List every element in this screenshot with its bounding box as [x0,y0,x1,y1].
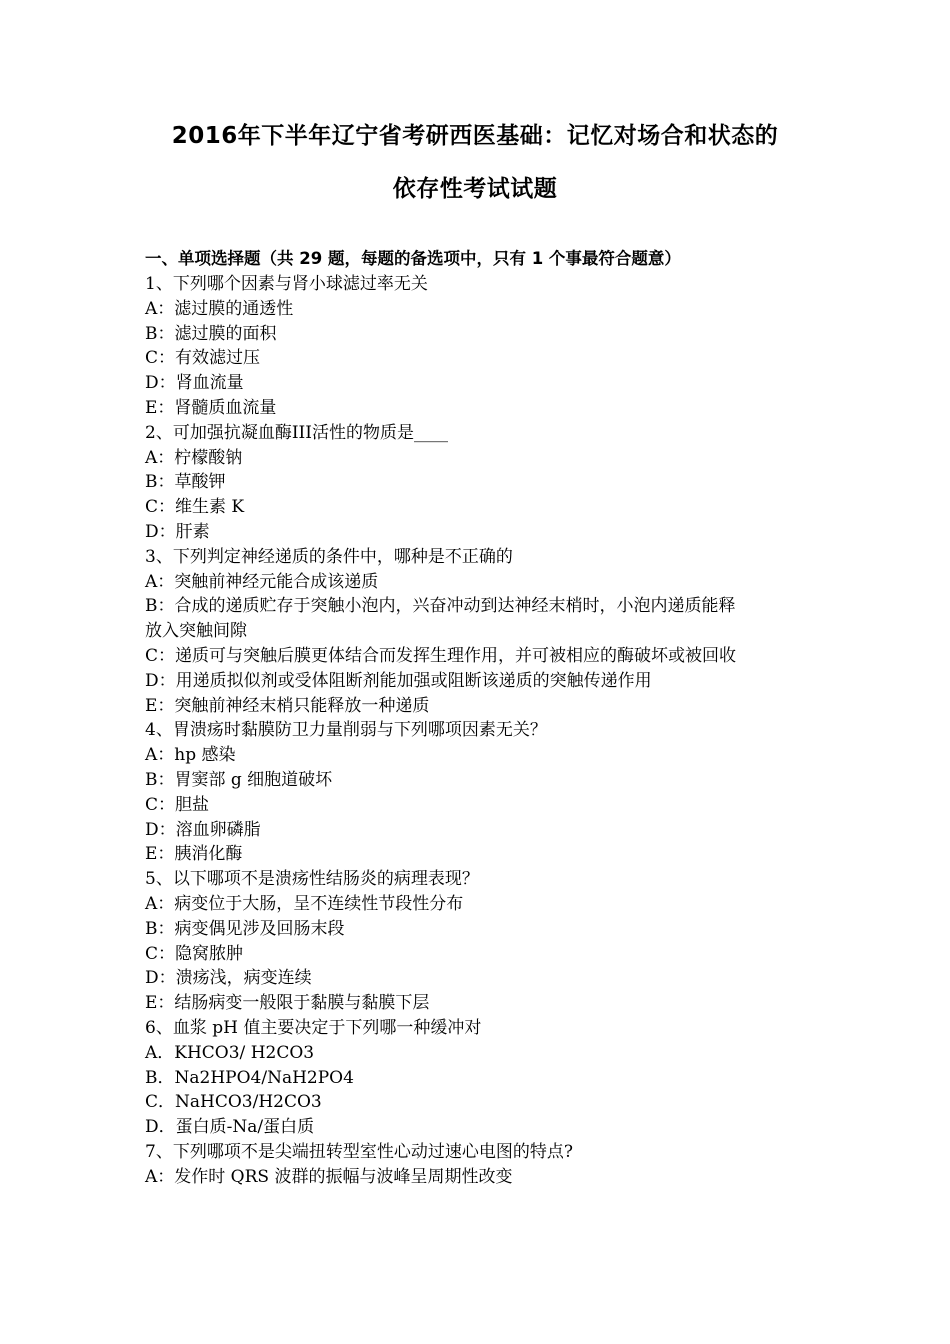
text-line: C：维生素 K [145,497,245,518]
text-line: B：病变偶见涉及回肠末段 [145,918,345,939]
text-line: A：病变位于大肠，呈不连续性节段性分布 [145,893,464,914]
text-line: E：突触前神经末梢只能释放一种递质 [145,695,430,716]
text-line: C：递质可与突触后膜更体结合而发挥生理作用，并可被相应的酶破坏或被回收 [145,645,737,666]
text-line: D：溃疡浅，病变连续 [145,968,312,989]
text-line: D：溶血卵磷脂 [145,819,261,840]
text-line: C：胆盐 [145,794,210,815]
question-text: 2、可加强抗凝血酶III活性的物质是____ [145,422,448,443]
text-line: E：结肠病变一般限于黏膜与黏膜下层 [145,993,430,1014]
text-line: A：滤过膜的通透性 [145,298,294,319]
text-line: A：突触前神经元能合成该递质 [145,571,379,592]
question-text: 1、下列哪个因素与肾小球滤过率无关 [145,274,428,294]
question-text: 5、以下哪项不是溃疡性结肠炎的病理表现？ [145,869,479,890]
question-text: 4、胃溃疡时黏膜防卫力量削弱与下列哪项因素无关？ [145,720,547,741]
question-text: 7、下列哪项不是尖端扭转型室性心动过速心电图的特点? [145,1141,573,1162]
text-line: A：柠檬酸钠 [145,447,243,468]
document-title-line-2: 依存性考试试题 [392,176,558,202]
text-line: D：肝素 [145,521,210,542]
text-line: A：hp 感染 [145,745,236,766]
text-line: C：有效滤过压 [145,348,261,369]
question-text: 6、血浆 pH 值主要决定于下列哪一种缓冲对 [145,1017,482,1038]
text-line: A．KHCO3/ H2CO3 [145,1042,315,1063]
text-line: D：肾血流量 [145,373,244,394]
text-line: E：肾髓质血流量 [145,397,277,418]
question-list [145,272,810,1189]
question-text: 3、下列判定神经递质的条件中，哪种是不正确的 [145,546,513,567]
text-line: B：胃窦部 g 细胞道破坏 [145,769,333,790]
text-line: 放入突触间隙 [145,621,247,642]
text-line: E：胰消化酶 [145,844,243,865]
text-line: C．NaHCO3/H2CO3 [145,1092,322,1113]
text-line: D．蛋白质-Na/蛋白质 [145,1117,315,1138]
text-line: B：合成的递质贮存于突触小泡内，兴奋冲动到达神经末梢时，小泡内递质能释 [145,596,736,617]
text-line: B：滤过膜的面积 [145,323,277,344]
section-heading: 一、单项选择题（共 29 题，每题的备选项中，只有 1 个事最符合题意） [145,249,681,268]
text-line: B．Na2HPO4/NaH2PO4 [145,1067,354,1088]
text-line: B：草酸钾 [145,472,226,493]
document-title-line-1: 2016年下半年辽宁省考研西医基础：记忆对场合和状态的 [171,123,779,149]
text-line: D：用递质拟似剂或受体阻断剂能加强或阻断该递质的突触传递作用 [145,670,652,691]
text-line: A：发作时 QRS 波群的振幅与波峰呈周期性改变 [145,1166,513,1187]
text-line: C：隐窝脓肿 [145,943,244,964]
